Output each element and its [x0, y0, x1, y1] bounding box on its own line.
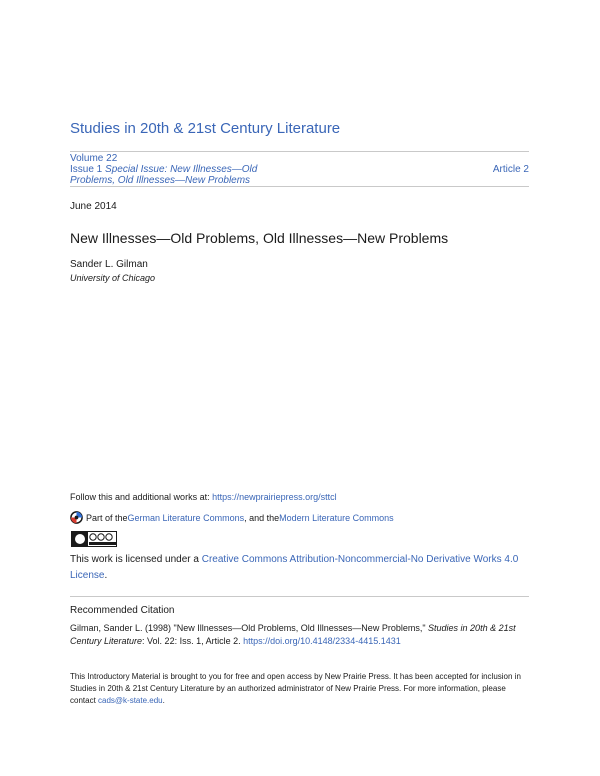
follow-line: [70, 492, 337, 502]
access-footer: [70, 671, 532, 707]
citation-divider: [70, 596, 529, 597]
follow-text: Follow this and additional works at:: [70, 492, 213, 502]
volume-divider: [70, 186, 529, 187]
volume-block: [70, 153, 257, 186]
citation-part1: Gilman, Sander L. (1998) "New Illnesses—Old Problems, Old Illnesses—New Problems,": [70, 623, 429, 633]
footer-text: This Introductory Material is brought to you for free and open access by New Prairie Press. It has been accepted for inclusion in Studies in 20th & 21st Century Literature by an authorized administrator of New Prairie Press. For more information, please contact: [70, 672, 521, 705]
issue-title-line1: Special Issue: New Illnesses—Old: [105, 164, 258, 175]
contact-email-link[interactable]: cads@k-state.edu: [98, 696, 163, 705]
modern-literature-commons-link[interactable]: Modern Literature Commons: [279, 512, 394, 523]
footer-suffix: .: [162, 696, 165, 705]
citation-part2: : Vol. 22: Iss. 1, Article 2.: [142, 636, 244, 646]
doi-link[interactable]: https://doi.org/10.4148/2334-4415.1431: [243, 636, 401, 646]
publication-date: June 2014: [70, 201, 117, 212]
recommended-citation-text: [70, 622, 532, 648]
license-suffix: .: [104, 570, 108, 581]
issue-prefix: Issue 1: [70, 164, 106, 175]
issue-title-line2[interactable]: Problems, Old Illnesses—New Problems: [70, 175, 251, 186]
author-affiliation: University of Chicago: [70, 273, 156, 283]
volume-link[interactable]: Volume 22: [70, 153, 118, 164]
citation-journal: Studies in 20th & 21st Century Literature: [70, 623, 516, 646]
issue-line-1[interactable]: [70, 164, 257, 175]
license-statement: [70, 552, 530, 584]
cc-license-link[interactable]: Creative Commons Attribution-Noncommercial-No Derivative Works 4.0 License: [70, 554, 519, 581]
license-prefix: This work is licensed under a: [70, 554, 202, 565]
recommended-citation-heading: Recommended Citation: [70, 605, 175, 616]
author-name: Sander L. Gilman: [70, 259, 148, 270]
part-of-line: [70, 511, 394, 524]
top-divider: [70, 151, 529, 152]
article-title: New Illnesses—Old Problems, Old Illnesses—New Problems: [70, 230, 449, 246]
article-number-link[interactable]: Article 2: [492, 164, 529, 175]
network-gear-icon: [70, 511, 83, 524]
journal-title-link[interactable]: Studies in 20th & 21st Century Literature: [70, 120, 341, 137]
german-literature-commons-link[interactable]: German Literature Commons: [127, 512, 245, 523]
part-of-prefix: Part of the: [86, 512, 128, 523]
part-of-middle: , and the: [244, 512, 280, 523]
collection-link[interactable]: https://newprairiepress.org/sttcl: [212, 492, 337, 502]
cc-license-badge[interactable]: [71, 531, 117, 547]
